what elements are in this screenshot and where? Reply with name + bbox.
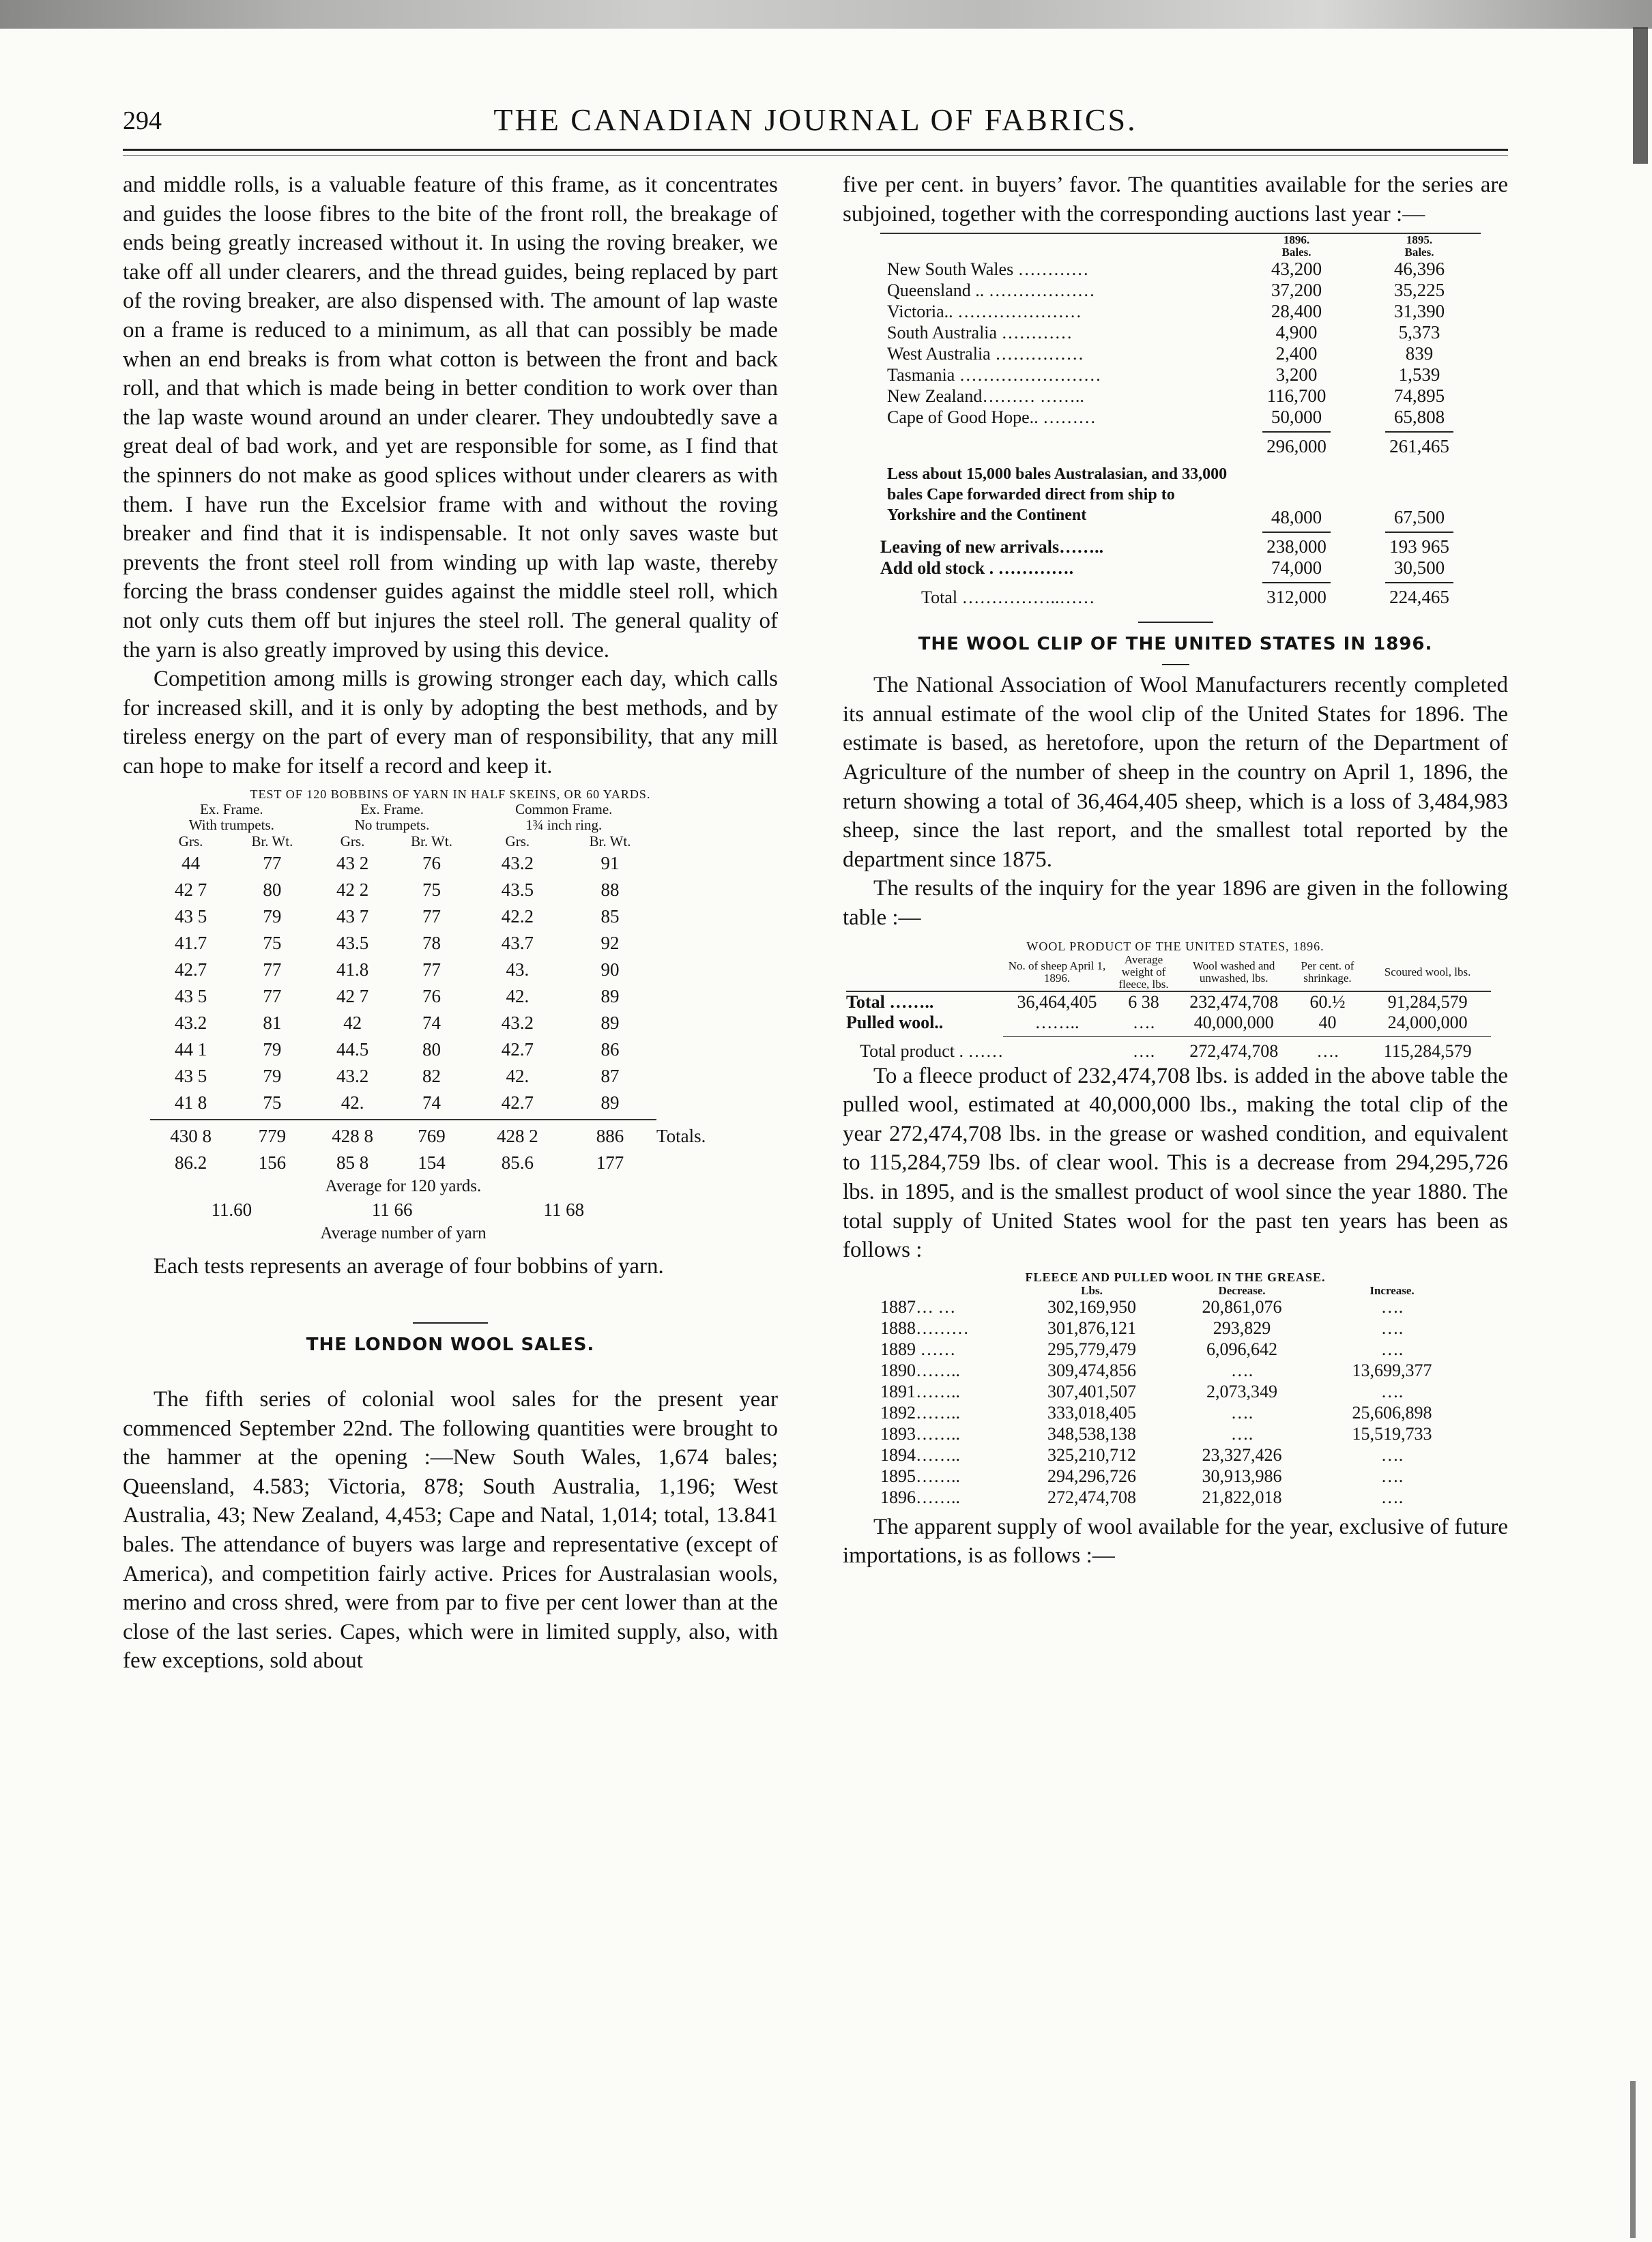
table-row [880,280,1481,301]
table-row [880,1487,1467,1509]
average-cell: 156 [258,1152,287,1174]
cell: 76 [422,986,441,1007]
table-row [880,364,1481,385]
table-row [880,1318,1467,1339]
row-label: Add old stock . …………. [880,557,1074,578]
cell: 75 [263,1092,282,1113]
cell: 3,200 [1275,364,1318,385]
row-label: Tasmania …………………… [887,364,1101,385]
cell: 5,373 [1398,322,1440,343]
cell: 43.5 [336,933,369,954]
cell: …. [1316,1040,1339,1061]
cell: 42.2 [501,906,534,927]
scan-edge-top [0,0,1652,29]
page-header [123,102,1508,147]
cell: …. [1230,1424,1254,1444]
cell: 75 [263,933,282,954]
column-head: Lbs. [1081,1283,1103,1297]
cell: 86 [600,1039,620,1060]
table-row [150,1036,751,1063]
average-number-cell: 11.60 [211,1199,252,1221]
row-label: 1895…….. [880,1466,960,1487]
column-head: 1896. Bales. [1281,233,1312,259]
cell: 43 7 [336,906,369,927]
column-head: Br. Wt. [251,833,293,850]
cell: 77 [263,853,282,874]
cell: 60.½ [1309,991,1346,1012]
page-number: 294 [123,106,162,135]
cell: 232,474,708 [1189,991,1279,1012]
cell: 42 7 [174,879,207,901]
cell: 43.2 [501,1013,534,1034]
row-label: Leaving of new arrivals…….. [880,536,1104,557]
cell: 89 [600,1013,620,1034]
cell: 42 2 [336,879,369,901]
table-caption: WOOL PRODUCT OF THE UNITED STATES, 1896. [1026,939,1324,953]
cell: 92 [600,933,620,954]
section-heading: THE LONDON WOOL SALES. [306,1335,595,1356]
totals-label: Totals. [656,1126,706,1147]
scan-edge-right-bottom [1630,2081,1636,2238]
cell: 839 [1405,343,1434,364]
table-row [150,1010,751,1036]
cell: 24,000,000 [1387,1012,1468,1032]
cell: 20,861,076 [1202,1297,1282,1317]
cell: …. [1380,1487,1404,1508]
cell: 78 [422,933,441,954]
cell: 116,700 [1266,385,1327,407]
cell: 79 [263,906,282,927]
column-head: Grs. [178,833,203,850]
table-row [880,1360,1467,1382]
cell: 43 5 [174,906,207,927]
average-number-cell: 11 66 [371,1199,413,1221]
cell: 2,073,349 [1206,1382,1277,1402]
fleece-table [880,1285,1467,1509]
paragraph: To a fleece product of 232,474,708 lbs. is added in the above table the pulled wool, estimated at 40,000,000 lbs., making the total clip of the year 272,474,708 lbs. in the grease or washed condition, and equivalent to 115,284,759 lbs. of clear wool. This is a decrease from 294,295,726 lbs. in 1895, and is the smallest product of wool since the year 1880. The total supply of United States wool for the past ten years has been as follows : [843,1063,1508,1263]
cell: 43 5 [174,986,207,1007]
paragraph: Each tests represents an average of four bobbins of yarn. [154,1254,664,1279]
cell: 81 [263,1013,282,1034]
total-cell: 430 8 [170,1126,212,1147]
cell: 77 [263,959,282,980]
header-rule-thin [123,155,1508,156]
total-cell: 428 8 [332,1126,373,1147]
paragraph: The National Association of Wool Manufacturers recently completed its annual estimate of the wool clip of the United States for 1896. The estimate is based, as heretofore, upon the return of the Department of Agriculture of the number of sheep in the country on April 1, 1896, the return showing a total of 36,464,405 sheep, which is a loss of 3,484,983 sheep, since the last report, and the smallest total reported by the department since 1875. [843,673,1508,872]
cell: 15,519,733 [1352,1424,1432,1444]
cell: 74,895 [1393,385,1445,407]
cell: 348,538,138 [1047,1424,1136,1444]
average-number-cell: 11 68 [543,1199,585,1221]
cell: 25,606,898 [1352,1403,1432,1423]
cell: 43.5 [501,879,534,901]
cell: 50,000 [1271,407,1322,428]
cell: …. [1132,1012,1155,1032]
cell: 28,400 [1271,301,1322,322]
cell: 36,464,405 [1017,991,1097,1012]
column-head: Grs. [340,833,365,850]
cell: 30,913,986 [1202,1466,1282,1487]
cell: 90 [600,959,620,980]
row-label: 1894…….. [880,1445,960,1466]
total-cell: 769 [418,1126,446,1147]
cell: …. [1380,1445,1404,1466]
cell: 77 [422,906,441,927]
cell: 224,465 [1389,587,1449,608]
row-label: 1890…….. [880,1360,960,1381]
table-caption: TEST OF 120 BOBBINS OF YARN IN HALF SKEINS, OR 60 YARDS. [250,787,651,802]
row-label: 1896…….. [880,1487,960,1508]
cell: 42. [506,986,530,1007]
cell: 44.5 [336,1039,369,1060]
wool-sales-table [880,234,1481,608]
table-row [150,930,751,957]
cell: 79 [263,1066,282,1087]
row-label: West Australia …………… [887,343,1084,364]
column-head: Br. Wt. [589,833,631,850]
table-row [150,850,751,877]
row-label: 1891…….. [880,1382,960,1402]
cell: 43.2 [336,1066,369,1087]
table-row [880,1382,1467,1403]
cell: 43.2 [501,853,534,874]
row-label: Victoria.. ………………… [887,301,1082,321]
row-label: Queensland .. ……………… [887,280,1095,300]
cell: …. [1380,1297,1404,1317]
cell: 80 [263,879,282,901]
cell: 193 965 [1389,536,1449,557]
wool-product-table [846,954,1491,1062]
table-row [880,322,1481,343]
cell: …. [1380,1382,1404,1402]
scan-edge-right [1633,27,1648,164]
cell: 35,225 [1393,280,1445,301]
cell: 333,018,405 [1047,1403,1136,1423]
cell: 74 [422,1092,441,1113]
average-number-label: Average number of yarn [320,1224,487,1243]
cell: 40 [1318,1012,1337,1032]
cell: …. [1230,1360,1254,1381]
cell: 4,900 [1275,322,1318,343]
cell: 44 1 [174,1039,207,1060]
section-heading: THE WOOL CLIP OF THE UNITED STATES IN 1896. [918,634,1433,655]
cell: 77 [263,986,282,1007]
cell: 302,169,950 [1047,1297,1136,1317]
paragraph: The results of the inquiry for the year 1896 are given in the following table :— [843,876,1508,930]
cell: 37,200 [1271,280,1322,301]
cell: 31,390 [1393,301,1445,322]
total-cell: 779 [258,1126,287,1147]
table-group-head: Ex. Frame. With trumpets. [188,801,274,834]
total-cell: 428 2 [496,1126,538,1147]
cell: 46,396 [1393,259,1445,280]
column-head: Average weight of fleece, lbs. [1118,952,1169,991]
row-label: 1893…….. [880,1424,960,1444]
cell: 307,401,507 [1047,1382,1136,1402]
cell: 80 [422,1039,441,1060]
row-label: Less about 15,000 bales Australasian, and 33,000 bales Cape forwarded direct from ship to Yorkshire and the Continent [887,465,1228,525]
row-label: 1892…….. [880,1403,960,1423]
paragraph: five per cent. in buyers’ favor. The quantities available for the series are subjoined, together with the corresponding auctions last year :— [843,173,1508,227]
cell: 42. [340,1092,364,1113]
table-group-head: Common Frame. 1¾ inch ring. [515,801,613,834]
row-label: Total product . …… [860,1040,1004,1061]
cell: 21,822,018 [1202,1487,1282,1508]
cell: 6 38 [1128,991,1159,1012]
paragraph: and middle rolls, is a valuable feature of this frame, as it concentrates and guides the loose fibres to the bite of the front roll, the breakage of ends being greatly increased without it. In using the roving breaker, we take off all under clearers, and the thread guides, being replaced by part of the roving breaker, are also dispensed with. The amount of lap waste on a frame is reduced to a minimum, as all that can possibly be made when an end breaks is from what cotton is between the front and back roll, and that which is made being in better condition to work over than the lap waste wound around an under clearer. They undoubtedly save a great deal of bad work, and yet are responsible for some, as I find that the spinners do not make as good splices without under clearers as with them. I have run the Excelsior frame with and without the roving breaker and find that it is indispensable. It not only saves waste but prevents the front steel roll from winding up with lap waste, thereby forcing the brass condenser guides against the middle steel roll, which not only cuts them off but injures the steel roll. The general quality of the yarn is also greatly improved by using this device. [123,173,778,663]
cell: …. [1380,1318,1404,1339]
right-column [843,171,1508,2217]
cell: 309,474,856 [1047,1360,1136,1381]
table-row [150,1090,751,1116]
row-label: 1888……… [880,1318,969,1339]
cell: …. [1132,1040,1155,1061]
cell: 43. [506,959,530,980]
column-head: Per cent. of shrinkage. [1301,959,1354,985]
cell: 2,400 [1275,343,1318,364]
cell: 1,539 [1398,364,1440,385]
row-label: 1887… … [880,1297,956,1317]
average-cell: 154 [418,1152,446,1174]
bobbin-test-table [150,802,751,1244]
row-label: Total ……………..…… [921,587,1095,607]
cell: 40,000,000 [1193,1012,1274,1032]
cell: 30,500 [1393,557,1445,579]
total-cell: 886 [596,1126,624,1147]
column-head: No. of sheep April 1, 1896. [1008,959,1106,985]
cell: 41.8 [336,959,369,980]
row-label: Total …….. [846,991,934,1012]
average-cell: 86.2 [174,1152,207,1174]
cell: 89 [600,1092,620,1113]
cell: 301,876,121 [1047,1318,1136,1339]
table-row [880,385,1481,407]
cell: 74 [422,1013,441,1034]
table-row [880,1403,1467,1424]
cell: …. [1380,1466,1404,1487]
cell: 76 [422,853,441,874]
paragraph: Competition among mills is growing stronger each day, which calls for increased skill, and it is only by adopting the best methods, and by tireless energy on the part of every man of responsibility, that any mill can hope to make for itself a record and keep it. [123,667,778,778]
cell: 88 [600,879,620,901]
row-label: 1889 …… [880,1339,956,1360]
average-cell: 85.6 [501,1152,534,1174]
cell: 67,500 [1393,507,1445,528]
cell: 43 5 [174,1066,207,1087]
table-row [880,1339,1467,1360]
average-label: Average for 120 yards. [325,1177,482,1196]
cell: 79 [263,1039,282,1060]
table-row [150,877,751,903]
cell: …. [1230,1403,1254,1423]
paragraph: The fifth series of colonial wool sales for the present year commenced September 22nd. The following quantities were brought to the hammer at the opening :—New South Wales, 1,674 bales; Queensland, 4.583; Victoria, 878; South Australia, 1,196; West Australia, 43; New Zealand, 4,453; Cape and Natal, 1,014; total, 13.841 bales. The attendance of buyers was large and representative (except of America), and competition fairly active. Prices for Australasian wools, merino and cross shred, were from par to five per cent lower than at the close of the last series. Capes, which were in limited supply, also, with few exceptions, sold about [123,1387,778,1674]
cell: 85 [600,906,620,927]
cell: 43,200 [1271,259,1322,280]
cell: …. [1380,1339,1404,1360]
cell [1003,1041,1110,1062]
column-head: Grs. [505,833,530,850]
cell: 91,284,579 [1387,991,1468,1012]
cell: 23,327,426 [1202,1445,1282,1466]
table-row [150,957,751,983]
table-row [880,1445,1467,1466]
cell: 42.7 [174,959,207,980]
row-label: South Australia ………… [887,322,1073,343]
table-row [150,1063,751,1090]
cell: 6,096,642 [1206,1339,1277,1360]
cell: 65,808 [1393,407,1445,428]
table-row [880,343,1481,364]
cell: 42. [506,1066,530,1087]
table-row [880,1466,1467,1487]
cell: 42.7 [501,1092,534,1113]
cell: 115,284,579 [1383,1040,1472,1061]
column-head: 1895. Bales. [1404,233,1434,259]
table-row [880,301,1481,322]
table-row [150,983,751,1010]
cell: 91 [600,853,620,874]
table-caption: FLEECE AND PULLED WOOL IN THE GREASE. [1025,1270,1326,1284]
cell: 42 [343,1013,362,1034]
cell: 75 [422,879,441,901]
column-head: Scoured wool, lbs. [1384,965,1471,978]
cell: 82 [422,1066,441,1087]
cell: 41 8 [174,1092,207,1113]
table-row [880,1297,1467,1318]
column-head: Decrease. [1218,1283,1266,1297]
cell: 312,000 [1266,587,1327,608]
cell: 74,000 [1271,557,1322,579]
cell: 43 2 [336,853,369,874]
cell: 13,699,377 [1352,1360,1432,1381]
header-rule [123,149,1508,151]
row-label: New Zealand……… …….. [887,385,1084,406]
cell: 87 [600,1066,620,1087]
cell: 238,000 [1266,536,1327,557]
row-label: New South Wales ………… [887,259,1089,279]
table-row [880,407,1481,428]
table-row [150,903,751,930]
subtotal-cell: 296,000 [1266,436,1327,457]
cell: 294,296,726 [1047,1466,1136,1487]
cell: 77 [422,959,441,980]
cell: 48,000 [1271,507,1322,528]
cell: 42 7 [336,986,369,1007]
left-column [123,171,778,2217]
table-row [880,259,1481,280]
average-cell: 177 [596,1152,624,1174]
cell: 325,210,712 [1047,1445,1136,1466]
cell: 43.2 [174,1013,207,1034]
row-label: Cape of Good Hope.. ……… [887,407,1097,427]
cell: 272,474,708 [1047,1487,1136,1508]
table-row [880,1424,1467,1445]
row-label: Pulled wool.. [846,1012,944,1032]
journal-title: THE CANADIAN JOURNAL OF FABRICS. [493,102,1137,137]
cell: 44 [182,853,201,874]
subtotal-cell: 261,465 [1389,436,1449,457]
column-head: Wool washed and unwashed, lbs. [1192,959,1275,985]
paragraph: The apparent supply of wool available for the year, exclusive of future importations, is as follows :— [843,1514,1508,1569]
column-head: Increase. [1370,1283,1415,1297]
cell: 272,474,708 [1189,1040,1279,1061]
cell: 42.7 [501,1039,534,1060]
cell: 41.7 [174,933,207,954]
table-group-head: Ex. Frame. No trumpets. [354,801,430,834]
average-cell: 85 8 [336,1152,369,1174]
cell: 43.7 [501,933,534,954]
cell: 293,829 [1213,1318,1271,1339]
cell: 295,779,479 [1047,1339,1136,1360]
column-head: Br. Wt. [411,833,452,850]
cell: …….. [1034,1012,1079,1032]
cell: 89 [600,986,620,1007]
